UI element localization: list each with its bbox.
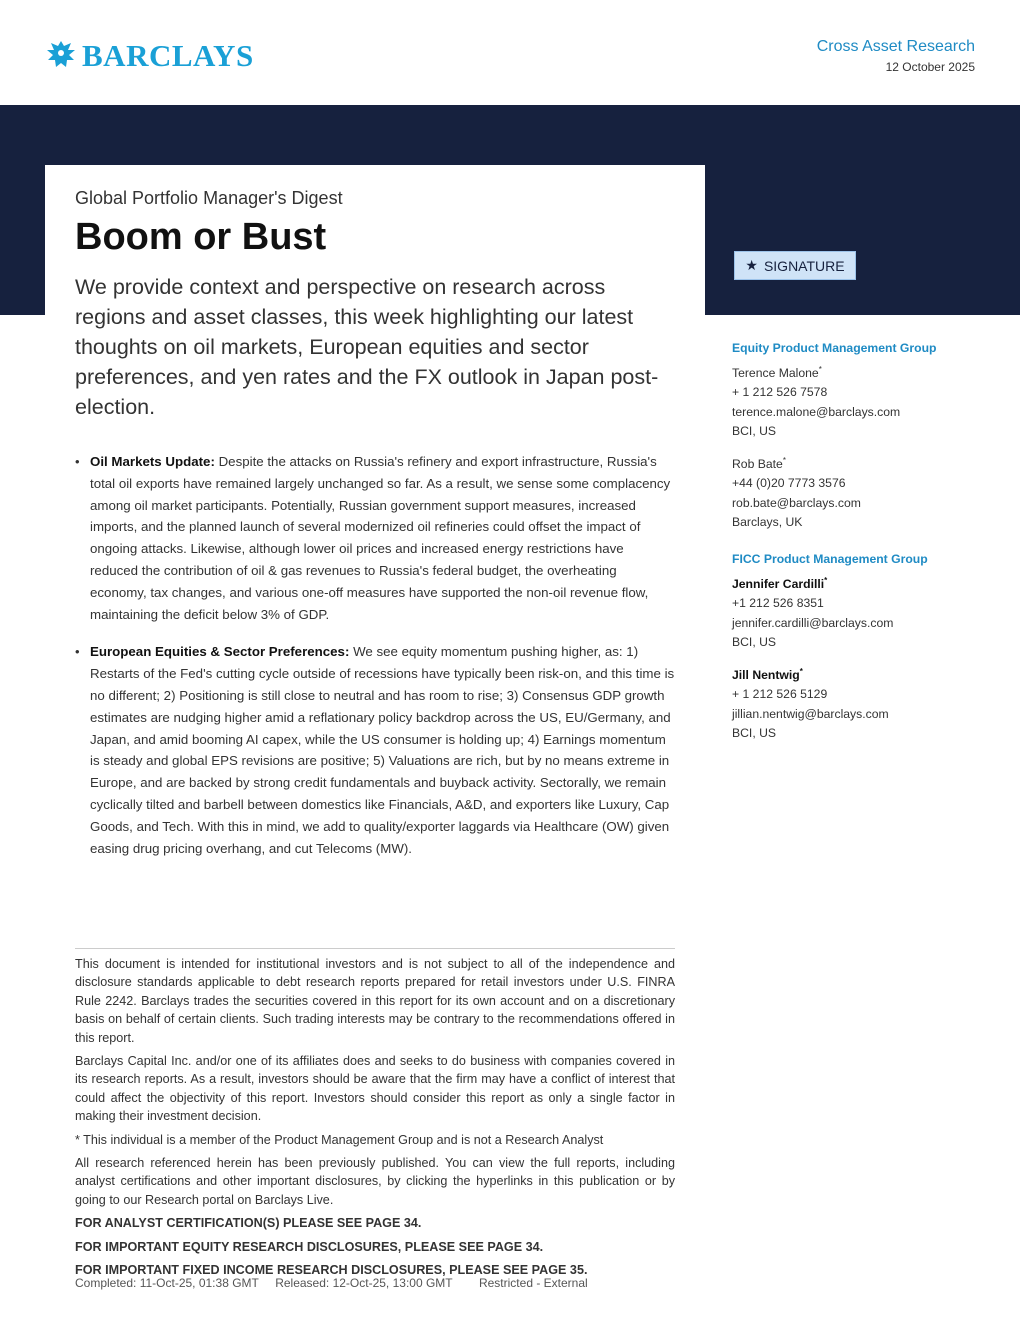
author-mark: *	[824, 576, 828, 586]
bullet-body: We see equity momentum pushing higher, as: 1) Restarts of the Fed's cutting cycle outside of recessions have typically been risk-on, and this time is no different; 2) Positioning is still close to neutral and has room to rise; 3) Consensus GDP growth estimates are nudging higher amid a reflationary policy backdrop across the US, EU/Germany, and Japan, and amid booming AI capex, while the US consumer is holding up; 4) Earnings momentum is steady and global EPS revisions are positive; 5) Valuations are rich, but by no means extreme in Europe, and are backed by strong credit fundamentals and buyback activity. Sectorally, we remain cyclically tilted and barbell between domestics like Financials, A&D, and exporters like Luxury, Cap Goods, and Tech. With this in mind, we add to quality/exporter laggards via Healthcare (OW) given easing drug pricing overhang, and cut Telecoms (MW).	[90, 644, 675, 856]
eagle-icon	[44, 39, 78, 73]
group-heading: FICC Product Management Group	[732, 551, 928, 566]
author-email[interactable]: jillian.nentwig@barclays.com	[732, 706, 889, 721]
author-phone: +44 (0)20 7773 3576	[732, 476, 846, 491]
disclaimer-paragraph: This document is intended for institutional investors and is not subject to all of the independence and disclosure standards applicable to debt research reports prepared for retail investors under U.S. FINRA Rule 2242. Barclays trades the securities covered in this report for its own account and on a discretionary basis on behalf of certain clients. Such trading interests may be contrary to the recommendations offered in this report.	[75, 957, 675, 1045]
star-icon: ★	[745, 257, 758, 273]
bullet-dot-icon: •	[75, 454, 80, 469]
equity-disclosures-link[interactable]: FOR IMPORTANT EQUITY RESEARCH DISCLOSURES, PLEASE SEE PAGE 34.	[75, 1239, 544, 1254]
disclaimer-paragraph: All research referenced herein has been previously published. You can view the full reports, including analyst certifications and other important disclosures, by clicking the hyperlinks in this publication or by going to our Research portal on Barclays Live.	[75, 1156, 675, 1207]
released-time: Released: 12-Oct-25, 13:00 GMT	[275, 1276, 453, 1290]
bullet-dot-icon: •	[75, 644, 80, 660]
author-email[interactable]: rob.bate@barclays.com	[732, 495, 861, 510]
signature-badge	[734, 251, 856, 280]
bullet-body: Despite the attacks on Russia's refinery and export infrastructure, Russia's total oil exports have remained largely unchanged so far. As a result, we sense some complacency among oil market participants. Potentially, Russian government support measures, increased imports, and the planned launch of several modernized oil refineries could offset the impact of ongoing attacks. Likewise, although lower oil prices and increased energy restrictions have reduced the contribution of oil & gas revenues to Russia's federal budget, the overheating economy, tax changes, and various one-off measures have supported the non-oil revenue flow, maintaining the deficit below 3% of GDP.	[90, 454, 671, 622]
summary-bullets	[75, 451, 675, 875]
restriction-label: Restricted - External	[478, 1276, 588, 1290]
disclaimer	[75, 948, 675, 1285]
disclaimer-paragraph: * This individual is a member of the Product Management Group and is not a Research Analyst	[75, 1132, 604, 1147]
department-label: Cross Asset Research	[816, 38, 975, 55]
author-contact	[732, 571, 982, 652]
author-sidebar	[732, 339, 982, 753]
author-mark: *	[799, 667, 803, 677]
fixed-income-disclosures-link[interactable]: FOR IMPORTANT FIXED INCOME RESEARCH DISCLOSURES, PLEASE SEE PAGE 35.	[75, 1263, 588, 1278]
author-name: Terence Malone	[732, 366, 819, 381]
disclaimer-paragraph: Barclays Capital Inc. and/or one of its affiliates does and seeks to do business with companies covered in its research reports. As a result, investors should be aware that the firm may have a conflict of interest that could affect the objectivity of this report. Investors should consider this report as only a single factor in making their investment decision.	[75, 1054, 675, 1124]
author-org: BCI, US	[732, 725, 777, 740]
signature-label: SIGNATURE	[763, 257, 845, 274]
report-series: Global Portfolio Manager's Digest	[75, 188, 343, 208]
brand-wordmark: BARCLAYS	[82, 38, 254, 73]
bullet-heading[interactable]: European Equities & Sector Preferences:	[90, 644, 350, 660]
author-contact	[732, 662, 982, 743]
report-header-info	[817, 38, 975, 74]
author-org: BCI, US	[732, 423, 777, 438]
barclays-logo	[44, 38, 254, 74]
page-footer	[75, 1276, 601, 1290]
author-contact	[732, 360, 982, 441]
author-org: Barclays, UK	[732, 514, 803, 529]
author-name: Jill Nentwig	[732, 668, 800, 683]
list-item	[75, 451, 675, 625]
author-email[interactable]: jennifer.cardilli@barclays.com	[732, 615, 894, 630]
report-title: Boom or Bust	[75, 216, 327, 258]
author-email[interactable]: terence.malone@barclays.com	[732, 404, 901, 419]
author-mark: *	[818, 365, 822, 375]
list-item	[75, 641, 675, 859]
author-phone: +1 212 526 8351	[732, 596, 824, 611]
group-heading: Equity Product Management Group	[732, 341, 937, 355]
author-org: BCI, US	[732, 634, 777, 649]
author-phone: + 1 212 526 7578	[732, 385, 828, 400]
author-mark: *	[782, 456, 786, 466]
author-contact	[732, 451, 982, 532]
author-name: Rob Bate	[732, 457, 783, 472]
bullet-heading[interactable]: Oil Markets Update:	[90, 454, 215, 469]
author-phone: + 1 212 526 5129	[732, 687, 828, 702]
report-lede: We provide context and perspective on research across regions and asset classes, this week highlighting our latest thoughts on oil markets, European equities and sector preferences, and yen rates and the FX outlook in Japan post-election.	[75, 275, 659, 419]
analyst-certification-link[interactable]: FOR ANALYST CERTIFICATION(S) PLEASE SEE PAGE 34.	[75, 1216, 422, 1231]
author-name: Jennifer Cardilli	[732, 577, 825, 592]
publication-date: 12 October 2025	[885, 60, 975, 74]
completed-time: Completed: 11-Oct-25, 01:38 GMT	[75, 1276, 259, 1290]
